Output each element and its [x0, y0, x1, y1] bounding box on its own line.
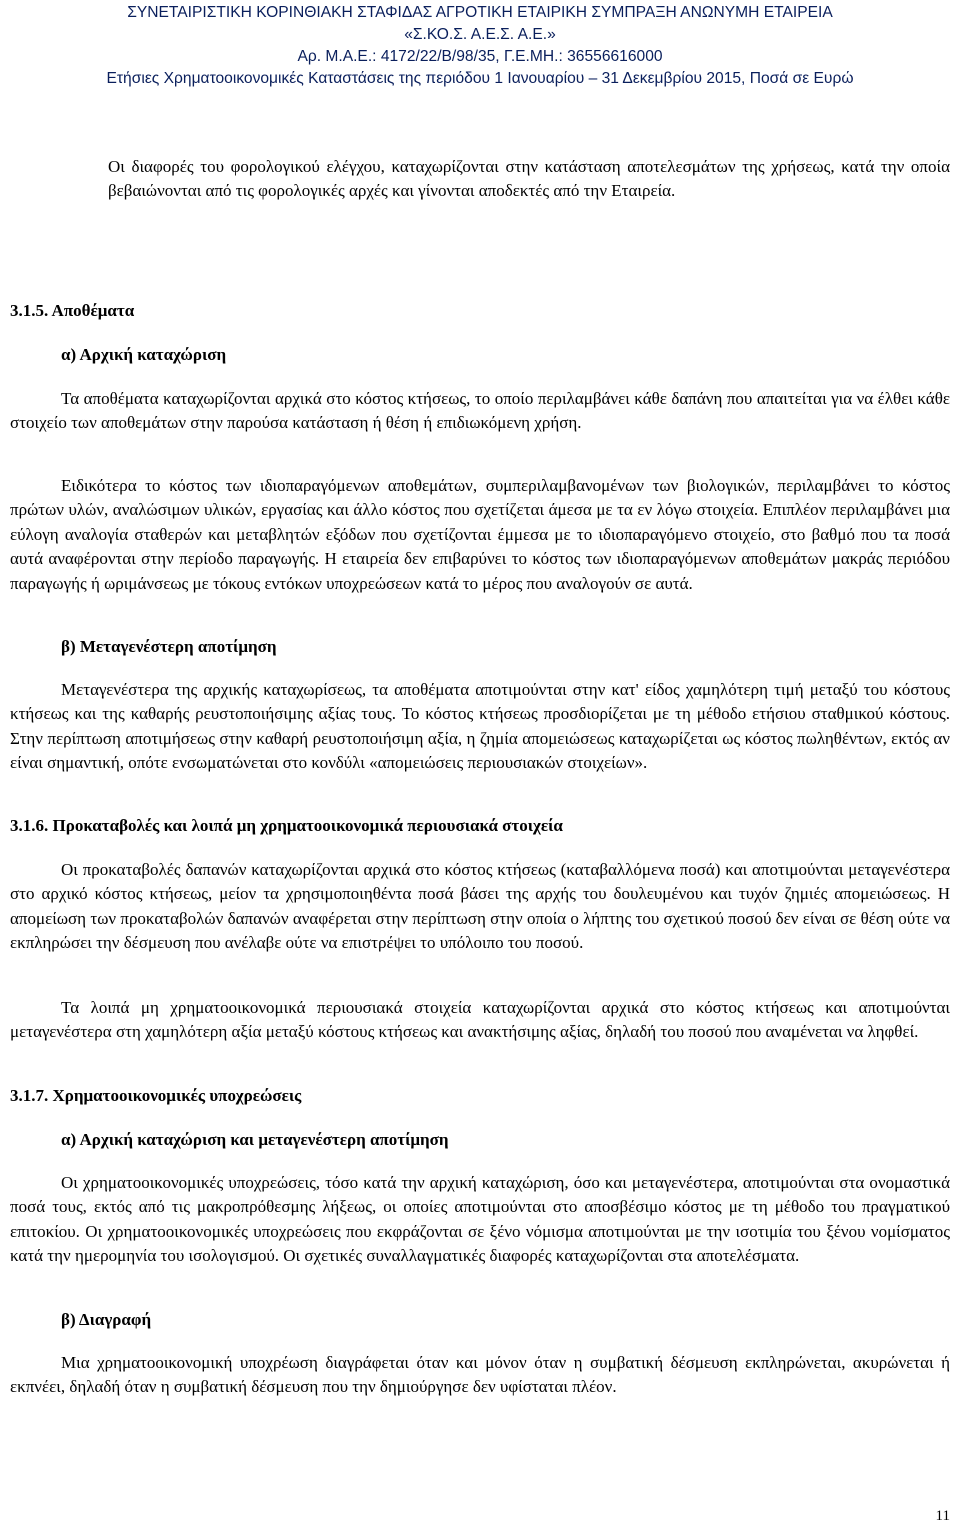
paragraph-other-non-financial: Τα λοιπά μη χρηματοοικονομικά περιουσιακά στοιχεία καταχωρίζονται αρχικά στο κόστος κτήσεως και αποτιμούνται μεταγενέστερα στη χαμηλότερη αξία μεταξύ κόστους κτήσεως και ανακτήσιμης αξίας, δηλαδή του ποσού που αναμένεται να ληφθεί.: [10, 998, 950, 1042]
page-number: 11: [935, 1508, 950, 1524]
document-header: [0, 0, 960, 90]
paragraph-inventory-cost: Ειδικότερα το κόστος των ιδιοπαραγόμενων αποθεμάτων, συμπεριλαμβανομένων των βιολογικών, περιλαμβάνει το κόστος πρώτων υλών, αναλώσιμων υλικών, εργασίας και άλλο κόστος που σχετίζεται άμεσα με τα εν λόγω στοιχεία. Επιπλέον περιλαμβάνει μια εύλογη αναλογία σταθερών και μεταβλητών εξόδων που σχετίζονται έμμεσα με το ιδιοπαραγόμενο στοιχείο, στο βαθμό που τα ποσά αυτά αναφέρονται στην περίοδο παραγωγής. Η εταιρεία δεν επιβαρύνει το κόστος των ιδιοπαραγόμενων αποθεμάτων μακράς περιόδου παραγωγής ή ωριμάνσεως με τόκους εντόκων υποχρεώσεων κατά το μέρος που αναλογούν σε αυτά.: [10, 476, 950, 593]
paragraph-prepayments: Οι προκαταβολές δαπανών καταχωρίζονται αρχικά στο κόστος κτήσεως (καταβαλλόμενα ποσά) και αποτιμούνται μεταγενέστερα στο αρχικό κόστος κτήσεως, μείον τα χρησιμοποιηθέντα ποσά βάσει της αρχής του δουλευμένου και τυχόν ζημιές απομειώσεως. Η απομείωση των προκαταβολών δαπανών αναφέρεται στην περίπτωση στην οποία ο λήπτης του σχετικού ποσού δεν είναι σε θέση ούτε να εκπληρώσει την δέσμευση που ανέλαβε ούτε να επιστρέψει το υπόλοιπο του ποσού.: [10, 860, 950, 953]
paragraph-derecognition: Μια χρηματοοικονομική υποχρέωση διαγράφεται όταν και μόνον όταν η συμβατική δέσμευση εκπληρώνεται, ακυρώνεται ή εκπνέει, δηλαδή όταν η συμβατική δέσμευση που την δημιούργησε δεν υφίσταται πλέον.: [10, 1353, 950, 1397]
section-heading-3-1-5: 3.1.5. Αποθέματα: [10, 301, 135, 320]
subheading-subsequent-measurement: β) Μεταγενέστερη αποτίμηση: [61, 637, 277, 656]
paragraph-tax-differences: Οι διαφορές του φορολογικού ελέγχου, καταχωρίζονται στην κατάσταση αποτελεσμάτων της χρήσεως, κατά την οποία βεβαιώνονται από τις φορολογικές αρχές και γίνονται αποδεκτές από την Εταιρεία.: [108, 157, 950, 201]
header-company-short: «Σ.ΚΟ.Σ. Α.Ε.Σ. Α.Ε.»: [404, 26, 556, 43]
section-heading-3-1-6: 3.1.6. Προκαταβολές και λοιπά μη χρηματοοικονομικά περιουσιακά στοιχεία: [10, 816, 563, 835]
paragraph-inventory-initial: Τα αποθέματα καταχωρίζονται αρχικά στο κόστος κτήσεως, το οποίο περιλαμβάνει κάθε δαπάνη που απαιτείται για να έλθει κάθε στοιχείο των αποθεμάτων στην παρούσα κατάσταση ή θέση ή επιδιωκόμενη χρήση.: [10, 389, 950, 433]
subheading-recognition-and-measurement: α) Αρχική καταχώριση και μεταγενέστερη αποτίμηση: [61, 1130, 449, 1149]
section-heading-3-1-7: 3.1.7. Χρηματοοικονομικές υποχρεώσεις: [10, 1086, 302, 1105]
subheading-initial-recognition: α) Αρχική καταχώριση: [61, 345, 227, 364]
paragraph-financial-liabilities: Οι χρηματοοικονομικές υποχρεώσεις, τόσο κατά την αρχική καταχώριση, όσο και μεταγενέστερα, αποτιμούνται στα ονομαστικά ποσά τους, εκτός από τις μακροπρόθεσμης λήξεως, οι οποίες αποτιμούνται στο αποσβέσιμο κόστος με τη μέθοδο του πραγματικού επιτοκίου. Οι χρηματοοικονομικές υποχρεώσεις που εκφράζονται σε ξένο νόμισμα αποτιμούνται με την ισοτιμία του ξένου νομίσματος κατά την ημερομηνία του ισολογισμού. Οι σχετικές συναλλαγματικές διαφορές καταχωρίζονται στα αποτελέσματα.: [10, 1173, 950, 1266]
header-company-name: ΣΥΝΕΤΑΙΡΙΣΤΙΚΗ ΚΟΡΙΝΘΙΑΚΗ ΣΤΑΦΙΔΑΣ ΑΓΡΟΤΙΚΗ ΕΤΑΙΡΙΚΗ ΣΥΜΠΡΑΞΗ ΑΝΩΝΥΜΗ ΕΤΑΙΡΕΙΑ: [127, 4, 833, 21]
paragraph-inventory-subsequent: Μεταγενέστερα της αρχικής καταχωρίσεως, τα αποθέματα αποτιμούνται στην κατ' είδος χαμηλότερη τιμή μεταξύ του κόστους κτήσεως και της καθαρής ρευστοποιήσιμης αξίας τους. Το κόστος κτήσεως προσδιορίζεται με τη μέθοδο ετήσιου σταθμικού κόστους. Στην περίπτωση αποτιμήσεως στην καθαρή ρευστοποιήσιμη αξία, η ζημία απομειώσεως καταχωρίζεται ως κόστος πωληθέντων, εκτός αν είναι σημαντική, οπότε ενσωματώνεται στο κονδύλι «απομειώσεις περιουσιακών στοιχείων».: [10, 680, 950, 773]
subheading-derecognition: β) Διαγραφή: [61, 1310, 152, 1329]
header-registry-numbers: Αρ. Μ.Α.Ε.: 4172/22/Β/98/35, Γ.Ε.ΜΗ.: 36556616000: [297, 48, 663, 65]
header-statements-period: Ετήσιες Χρηματοοικονομικές Καταστάσεις της περιόδου 1 Ιανουαρίου – 31 Δεκεμβρίου 2015, Ποσά σε Ευρώ: [106, 70, 854, 87]
